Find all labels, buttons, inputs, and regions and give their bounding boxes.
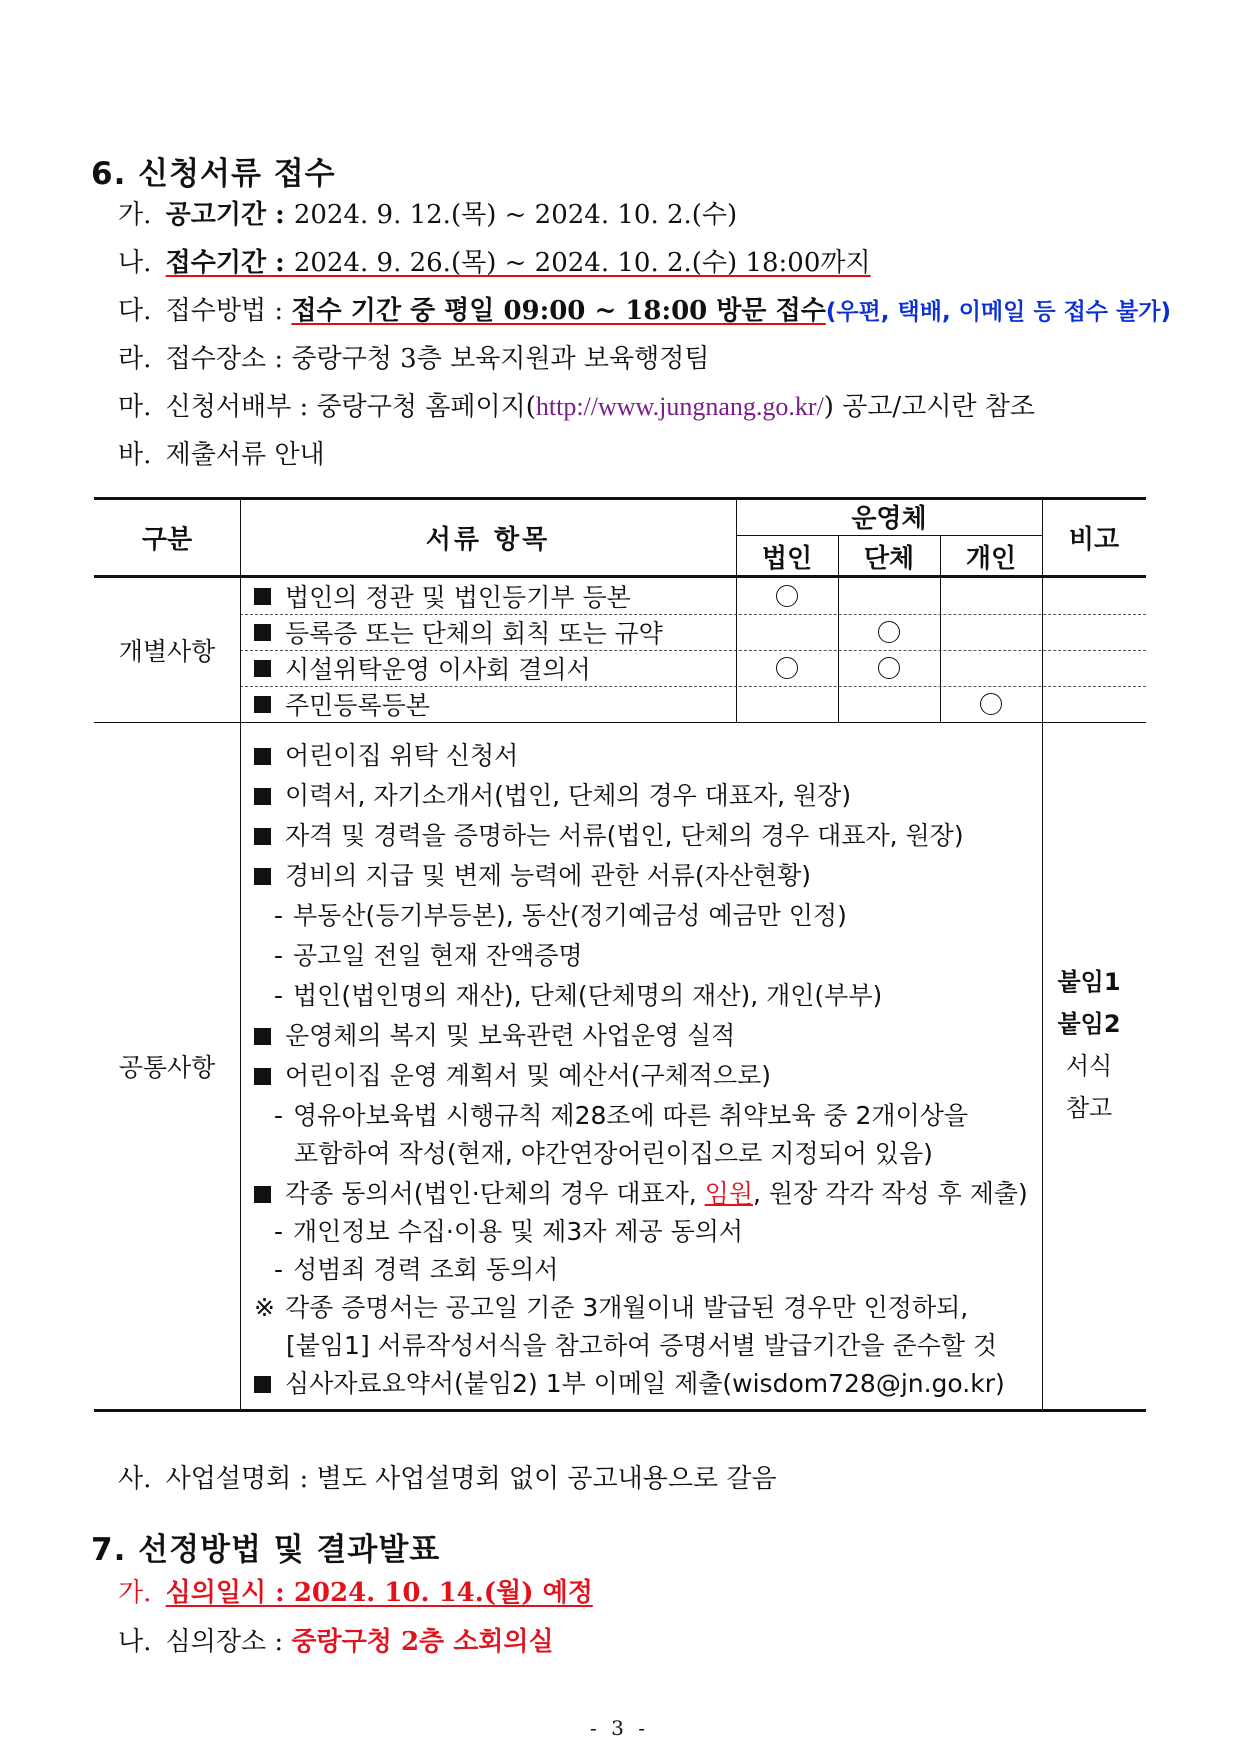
doc-subline: - 성범죄 경력 조회 동의서 — [274, 1255, 559, 1284]
item-value: 2024. 9. 26.(목) ~ 2024. 10. 2.(수) 18:00까지 — [293, 248, 871, 278]
doc-row — [254, 650, 591, 686]
item-key: 공고기간 — [165, 200, 267, 230]
item-label: 마. — [118, 392, 152, 422]
doc-line-text: 심사자료요약서(붙임2) 1부 이메일 제출(wisdom728@jn.go.kr) — [285, 1369, 1005, 1398]
doc-line — [254, 821, 964, 851]
item-key: 신청서배부 — [165, 392, 292, 422]
item-sep: : — [266, 248, 294, 278]
section-7-title: 7. 선정방법 및 결과발표 — [91, 1532, 441, 1568]
doc-line-highlight: 임원 — [704, 1179, 753, 1208]
doc-line-text: 각종 동의서(법인·단체의 경우 대표자, — [285, 1179, 705, 1208]
item-sep: : — [266, 344, 292, 374]
square-bullet-icon — [254, 788, 271, 805]
item-extra: (우편, 택배, 이메일 등 접수 불가) — [825, 299, 1171, 325]
doc-line-text: 자격 및 경력을 증명하는 서류(법인, 단체의 경우 대표자, 원장) — [285, 821, 964, 850]
doc-subline: - 개인정보 수집·이용 및 제3자 제공 동의서 — [274, 1217, 744, 1246]
header-operator: 운영체 — [851, 503, 927, 534]
required-mark-icon — [980, 693, 1002, 715]
doc-line-text: , 원장 각각 작성 후 제출) — [753, 1179, 1028, 1208]
item-7-ga — [118, 1576, 593, 1610]
doc-line-text: 성범죄 경력 조회 동의서 — [293, 1255, 559, 1284]
doc-line — [254, 1061, 771, 1091]
documents-table — [94, 497, 1146, 1412]
item-label: 나. — [118, 1627, 152, 1657]
square-bullet-icon — [254, 1186, 271, 1203]
item-sep: : — [291, 392, 317, 422]
doc-subline: - 공고일 전일 현재 잔액증명 — [274, 941, 583, 970]
individual-section-label: 개별사항 — [118, 637, 216, 666]
doc-line — [254, 741, 518, 771]
doc-line — [254, 1179, 1028, 1209]
item-value-pre: 중랑구청 홈페이지( — [316, 392, 536, 422]
note-line: 서식 — [1065, 1052, 1113, 1080]
item-sa — [118, 1462, 777, 1496]
item-key: 접수기간 — [165, 248, 267, 278]
item-label: 바. — [118, 440, 152, 470]
doc-row-text: 시설위탁운영 이사회 결의서 — [285, 655, 591, 684]
note-line: 붙임2 — [1057, 1010, 1121, 1038]
doc-row-text: 등록증 또는 단체의 회칙 또는 규약 — [285, 619, 663, 648]
square-bullet-icon — [254, 748, 271, 765]
doc-line-text: 어린이집 운영 계획서 및 예산서(구체적으로) — [285, 1061, 771, 1090]
square-bullet-icon — [254, 1068, 271, 1085]
doc-line-text: 이력서, 자기소개서(법인, 단체의 경우 대표자, 원장) — [285, 781, 852, 810]
doc-line-text: 영유아보육법 시행규칙 제28조에 따른 취약보육 중 2개이상을 — [293, 1101, 969, 1130]
doc-subline-cont — [294, 1139, 933, 1169]
reference-mark-icon: ※ — [254, 1293, 275, 1322]
item-label: 사. — [118, 1464, 152, 1494]
table-bottom-rule — [94, 1409, 1146, 1412]
doc-subline: - 부동산(등기부등본), 동산(정기예금성 예금만 인정) — [274, 901, 847, 930]
item-value: 중랑구청 2층 소회의실 — [291, 1627, 554, 1657]
doc-row-text: 주민등록등본 — [285, 691, 430, 720]
doc-line — [254, 1369, 1005, 1399]
item-label: 가. — [118, 200, 152, 230]
item-label: 가. — [118, 1578, 152, 1608]
col-divider — [240, 497, 241, 1412]
doc-row-text: 법인의 정관 및 법인등기부 등본 — [285, 583, 631, 612]
doc-line-text: 각종 증명서는 공고일 기준 3개월이내 발급된 경우만 인정하되, — [284, 1293, 969, 1322]
item-label: 라. — [118, 344, 152, 374]
doc-row — [254, 578, 631, 614]
header-category: 구분 — [141, 524, 193, 555]
item-key: 접수방법 — [165, 296, 267, 326]
item-ga — [118, 198, 737, 232]
item-7-na — [118, 1625, 554, 1659]
item-ma — [118, 390, 1035, 424]
square-bullet-icon — [254, 660, 271, 677]
doc-line — [254, 861, 811, 891]
doc-line-text: 포함하여 작성(현재, 야간연장어린이집으로 지정되어 있음) — [294, 1139, 933, 1168]
note-line: 참고 — [1065, 1094, 1113, 1122]
doc-line — [254, 1021, 735, 1051]
square-bullet-icon — [254, 828, 271, 845]
required-mark-icon — [776, 585, 798, 607]
doc-line-text: 공고일 전일 현재 잔액증명 — [293, 941, 583, 970]
header-group: 단체 — [863, 543, 915, 574]
doc-subline: - 법인(법인명의 재산), 단체(단체명의 재산), 개인(부부) — [274, 981, 883, 1010]
square-bullet-icon — [254, 1376, 271, 1393]
item-label: 나. — [118, 248, 152, 278]
doc-line-text: 개인정보 수집·이용 및 제3자 제공 동의서 — [293, 1217, 744, 1246]
square-bullet-icon — [254, 1028, 271, 1045]
square-bullet-icon — [254, 696, 271, 713]
item-sep: : — [266, 1627, 292, 1657]
doc-note-cont — [286, 1331, 997, 1361]
doc-line-text: 운영체의 복지 및 보육관련 사업운영 실적 — [285, 1021, 736, 1050]
doc-row — [254, 686, 430, 722]
doc-row — [254, 614, 663, 650]
doc-line — [254, 781, 851, 811]
item-na — [118, 246, 871, 280]
square-bullet-icon — [254, 624, 271, 641]
item-value: 심의일시 : 2024. 10. 14.(월) 예정 — [165, 1578, 593, 1608]
header-individual: 개인 — [965, 543, 1017, 574]
col-divider — [1042, 497, 1043, 1412]
square-bullet-icon — [254, 588, 271, 605]
item-sep: : — [291, 1464, 317, 1494]
square-bullet-icon — [254, 868, 271, 885]
item-key: 사업설명회 — [165, 1464, 292, 1494]
item-key: 제출서류 안내 — [165, 440, 325, 470]
header-note: 비고 — [1068, 524, 1120, 555]
item-value: 별도 사업설명회 없이 공고내용으로 갈음 — [316, 1464, 777, 1494]
required-mark-icon — [776, 657, 798, 679]
item-da — [118, 294, 1171, 329]
doc-line-text: [붙임1] 서류작성서식을 참고하여 증명서별 발급기간을 준수할 것 — [286, 1331, 997, 1360]
required-mark-icon — [878, 621, 900, 643]
item-ra — [118, 342, 710, 376]
doc-line-text: 법인(법인명의 재산), 단체(단체명의 재산), 개인(부부) — [293, 981, 883, 1010]
doc-line-text: 경비의 지급 및 변제 능력에 관한 서류(자산현황) — [285, 861, 812, 890]
header-items: 서류 항목 — [425, 524, 551, 555]
item-key: 심의장소 — [165, 1627, 267, 1657]
doc-subline: - 영유아보육법 시행규칙 제28조에 따른 취약보육 중 2개이상을 — [274, 1101, 969, 1130]
doc-line-text: 어린이집 위탁 신청서 — [285, 741, 519, 770]
item-label: 다. — [118, 296, 152, 326]
item-key: 접수장소 — [165, 344, 267, 374]
note-line: 붙임1 — [1057, 968, 1121, 996]
section-6-title: 6. 신청서류 접수 — [91, 156, 336, 192]
item-value: 2024. 9. 12.(목) ~ 2024. 10. 2.(수) — [293, 200, 738, 230]
item-value: 접수 기간 중 평일 09:00 ~ 18:00 방문 접수 — [291, 296, 826, 326]
required-mark-icon — [878, 657, 900, 679]
doc-line-text: 부동산(등기부등본), 동산(정기예금성 예금만 인정) — [293, 901, 847, 930]
item-ba — [118, 438, 325, 472]
section-divider — [94, 722, 1146, 723]
doc-note — [254, 1293, 968, 1323]
page-number: - 3 - — [590, 1716, 649, 1740]
item-value: 중랑구청 3층 보육지원과 보육행정팀 — [291, 344, 710, 374]
item-sep: : — [266, 296, 292, 326]
homepage-link[interactable]: http://www.jungnang.go.kr/ — [535, 392, 824, 421]
item-sep: : — [266, 200, 294, 230]
item-value-post: ) 공고/고시란 참조 — [823, 392, 1036, 422]
common-note — [1044, 961, 1134, 1129]
common-section-label: 공통사항 — [118, 1053, 216, 1082]
header-corp: 법인 — [761, 543, 813, 574]
